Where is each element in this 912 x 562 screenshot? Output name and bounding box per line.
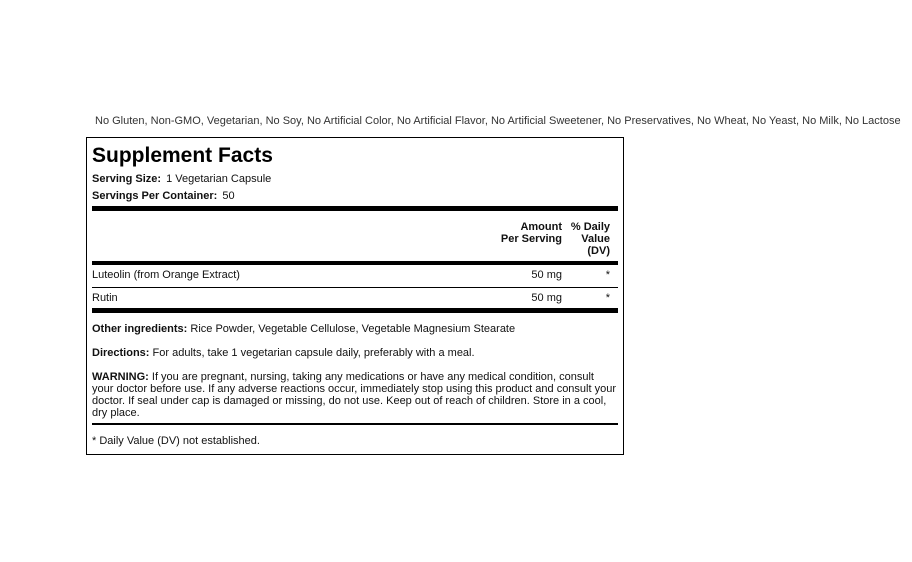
serving-size-value: 1 Vegetarian Capsule (166, 173, 272, 185)
serving-size (92, 173, 271, 186)
ingredient-row (92, 264, 618, 286)
directions-value: For adults, take 1 vegetarian capsule daily, preferably with a meal. (152, 347, 475, 359)
warning-value: If you are pregnant, nursing, taking any medications or have any medical condition, consult your doctor before use. If any adverse reactions occur, immediately stop using this product and consult your doctor. If seal under cap is damaged or missing, do not use. Keep out of reach of children. Store in a cool, dry place. (92, 371, 616, 419)
divider-thick-top (92, 206, 618, 211)
ingredient-amount: 50 mg (531, 292, 562, 304)
warning-label: WARNING: (92, 371, 149, 383)
directions-label: Directions: (92, 347, 150, 359)
ingredient-amount: 50 mg (531, 269, 562, 281)
other-ingredients-value: Rice Powder, Vegetable Cellulose, Vegetable Magnesium Stearate (190, 323, 516, 335)
ingredient-row (92, 287, 618, 309)
serving-size-label: Serving Size: (92, 173, 162, 185)
other-ingredients (92, 323, 618, 335)
other-ingredients-label: Other ingredients: (92, 323, 188, 335)
servings-per-container (92, 190, 235, 203)
dv-footnote: * Daily Value (DV) not established. (92, 435, 260, 447)
panel-title: Supplement Facts (92, 144, 273, 167)
amount-per-serving-header: Amount Per Serving (500, 221, 562, 245)
servings-per-container-label: Servings Per Container: (92, 190, 218, 202)
divider-thick-bottom (92, 308, 618, 313)
warning (92, 371, 618, 419)
ingredient-name: Rutin (92, 292, 118, 304)
ingredient-dv: * (605, 292, 610, 304)
servings-per-container-value: 50 (222, 190, 235, 202)
supplement-facts-panel (86, 137, 624, 455)
ingredient-dv: * (605, 269, 610, 281)
ingredient-name: Luteolin (from Orange Extract) (92, 269, 240, 281)
daily-value-header: % Daily Value (DV) (570, 221, 610, 257)
product-claims: No Gluten, Non-GMO, Vegetarian, No Soy, No Artificial Color, No Artificial Flavor, No Artificial Sweetener, No Preservatives, No Wheat, No Yeast, No Milk, No Lactose (95, 115, 901, 127)
divider-footnote (92, 423, 618, 425)
directions (92, 347, 618, 359)
